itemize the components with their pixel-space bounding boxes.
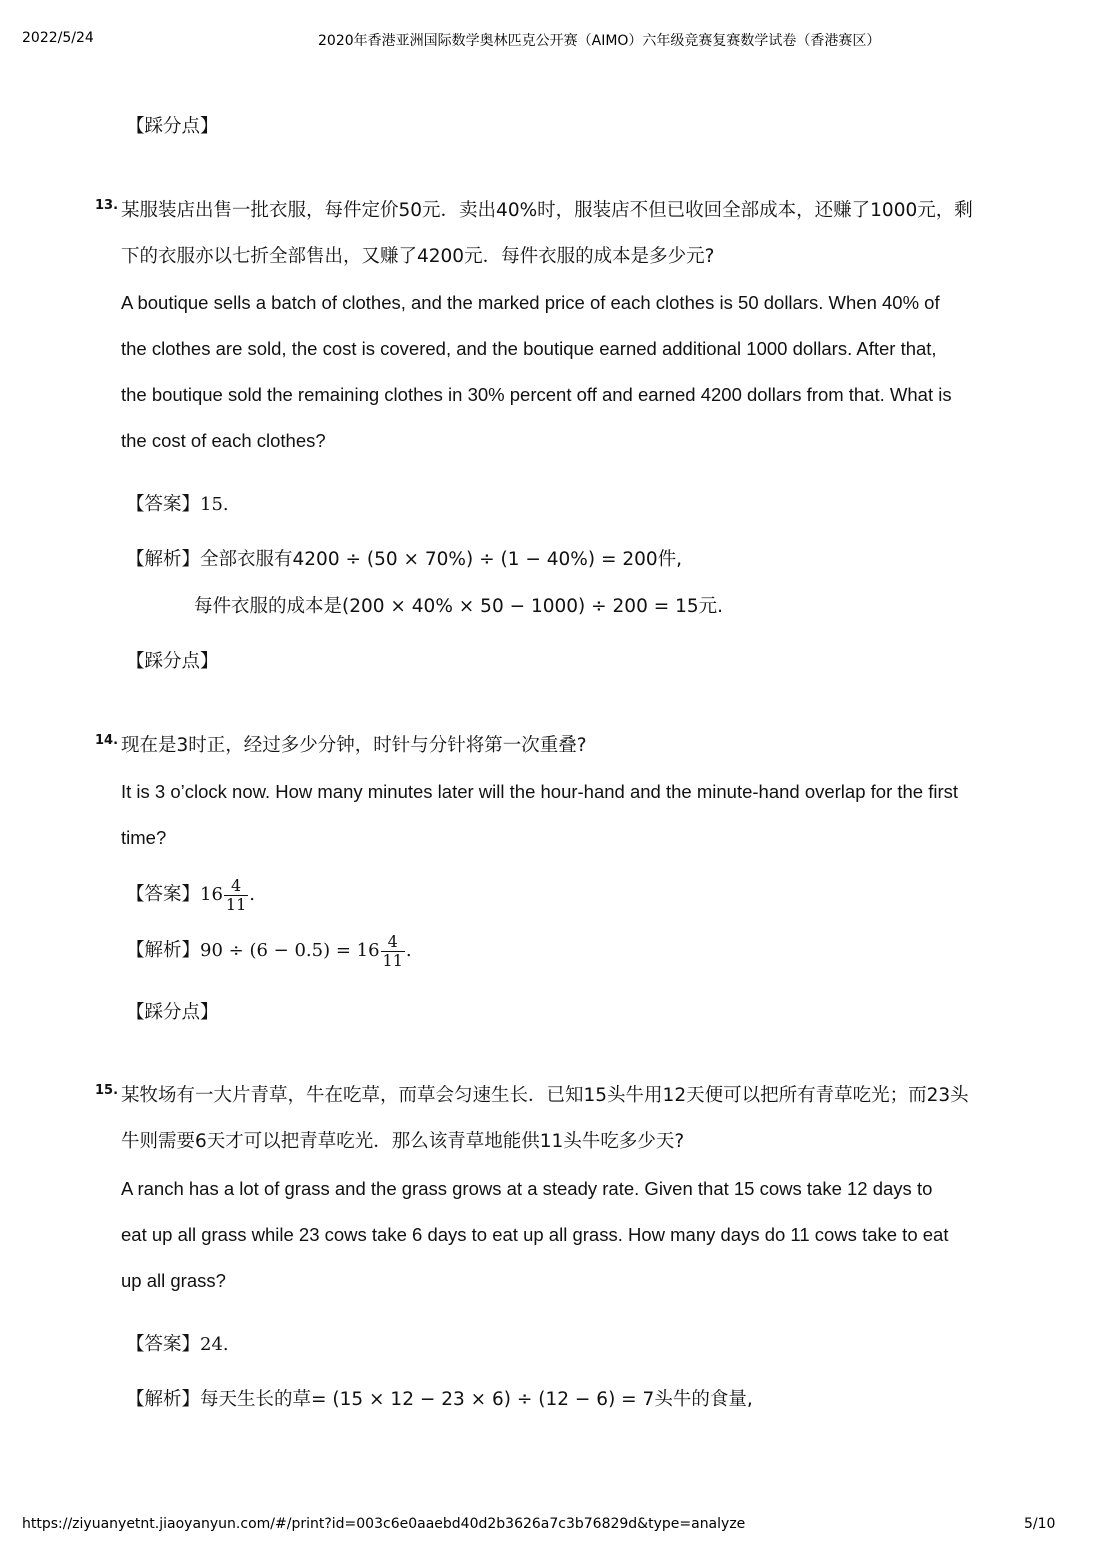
question-text-en: up all grass?: [121, 1270, 226, 1291]
analysis-fraction: [381, 933, 405, 969]
answer-label: 【答案】: [126, 1334, 201, 1355]
question-text-zh: 某服装店出售一批衣服，每件定价50元．卖出40%时，服装店不但已收回全部成本，还赚了1000元，剩: [121, 200, 973, 221]
answer-label: 【答案】: [126, 494, 201, 515]
question-text-zh: 现在是3时正，经过多少分钟，时针与分针将第一次重叠?: [121, 735, 587, 756]
fraction-denominator: 11: [382, 950, 403, 970]
question-text-en: It is 3 o’clock now. How many minutes later will the hour-hand and the minute-hand overlap for the first: [121, 781, 959, 802]
question-number: 13.: [95, 198, 119, 213]
analysis-label: 【解析】: [126, 1389, 201, 1410]
question-text-en: the clothes are sold, the cost is covered, and the boutique earned additional 1000 dollars. After that,: [121, 338, 937, 359]
question-text-en: A boutique sells a batch of clothes, and the marked price of each clothes is 50 dollars. When 40% of: [121, 292, 940, 313]
answer-value: 24.: [200, 1334, 229, 1355]
answer-row: [126, 877, 255, 913]
analysis-row: [126, 933, 412, 969]
question-number: 14.: [95, 733, 119, 748]
analysis-row: [126, 549, 682, 571]
points-label: 【踩分点】: [126, 1002, 219, 1023]
answer-whole: 16: [200, 884, 223, 906]
question-text-zh: 下的衣服亦以七折全部售出，又赚了4200元．每件衣服的成本是多少元?: [121, 246, 715, 267]
question-text-zh: 某牧场有一大片青草，牛在吃草，而草会匀速生长．已知15头牛用12天便可以把所有青草吃光；而23头: [121, 1085, 969, 1106]
question-text-en: eat up all grass while 23 cows take 6 days to eat up all grass. How many days do 11 cows take to eat: [121, 1224, 949, 1245]
analysis-label: 【解析】: [126, 940, 201, 962]
source-url: https://ziyuanyetnt.jiaoyanyun.com/#/print?id=003c6e0aaebd40d2b3626a7c3b76829d&type=analyze: [22, 1516, 746, 1532]
answer-row: [126, 1334, 229, 1356]
page-number: 5/10: [1024, 1516, 1056, 1532]
analysis-label: 【解析】: [126, 549, 201, 570]
question-number: 15.: [95, 1083, 119, 1098]
analysis-tail: .: [405, 940, 412, 962]
answer-label: 【答案】: [126, 884, 201, 906]
analysis-text: 每件衣服的成本是(200 × 40% × 50 − 1000) ÷ 200 = 15元.: [194, 596, 724, 617]
fraction-numerator: 4: [231, 876, 242, 895]
fraction-numerator: 4: [387, 932, 398, 951]
question-text-zh: 牛则需要6天才可以把青草吃光．那么该青草地能供11头牛吃多少天?: [121, 1131, 685, 1152]
fraction-denominator: 11: [225, 894, 247, 914]
analysis-row: [126, 1389, 753, 1411]
question-text-en: the boutique sold the remaining clothes in 30% percent off and earned 4200 dollars from that. What is: [121, 384, 952, 405]
document-title: 2020年香港亚洲国际数学奥林匹克公开赛（AIMO）六年级竞赛复赛数学试卷（香港赛区）: [318, 33, 881, 49]
answer-tail: .: [249, 884, 256, 906]
analysis-text: 每天生长的草= (15 × 12 − 23 × 6) ÷ (12 − 6) = 7头牛的食量,: [200, 1389, 753, 1410]
question-text-en: the cost of each clothes?: [121, 430, 326, 451]
answer-row: [126, 494, 229, 516]
question-text-en: time?: [121, 827, 167, 848]
analysis-text: 全部衣服有4200 ÷ (50 × 70%) ÷ (1 − 40%) = 200件,: [200, 549, 683, 570]
points-label-prev: 【踩分点】: [126, 116, 219, 137]
answer-value: 15.: [200, 494, 229, 515]
answer-fraction: [224, 877, 248, 913]
analysis-text: 90 ÷ (6 − 0.5) = 16: [200, 940, 380, 962]
print-date: 2022/5/24: [22, 30, 94, 46]
question-text-en: A ranch has a lot of grass and the grass grows at a steady rate. Given that 15 cows take 12 days to: [121, 1178, 933, 1199]
points-label: 【踩分点】: [126, 651, 219, 672]
